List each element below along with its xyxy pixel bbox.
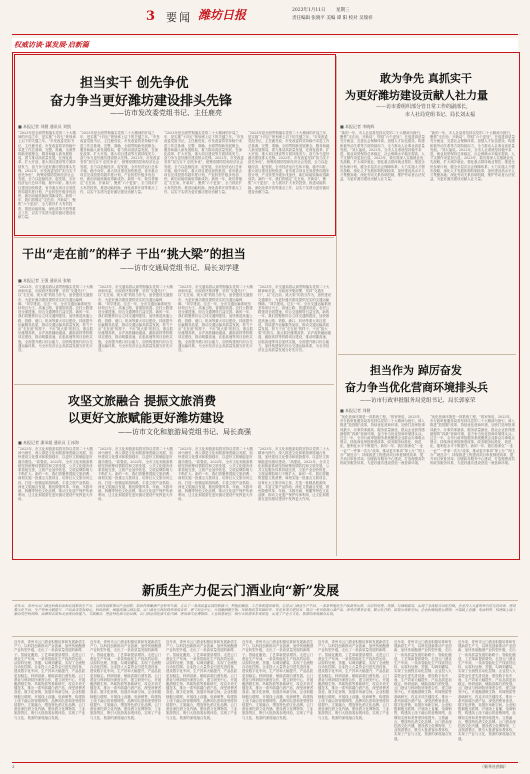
article-5-headline-2: 奋力争当优化营商环境排头兵 <box>345 381 488 394</box>
article-3-body-col-1: “2023年，市交通局将认真贯彻落实党的二十大精神和市委、市政府决策部署，坚持“交通先行”，以“走在前、挑大梁”的担当作为，加快建设交通强市，为更好潍坊建设提供坚实的交通运输保障。”刘学建说。过去一年，全市交通运输系统坚持项目为王，高速公路、普通国省道、农村公路建设全面提速，综合交通网络日益完善。新的一年，我们将聚焦综合立体交通网建设，加快推进高速公路、铁路、港口、机场等重大项目建设，持续提升运输服务品质，推动交通运输高质量发展，努力干出“走在前”的样子、干出“挑大梁”的担当。重点抓好潍烟高铁、京沪高铁辅助通道、潍宿高铁等铁路项目建设，推动明董高速、沾临高速等项目加快实施，全面提升港口综合能力，加快构建现代综合交通运输体系，为全市经济社会高质量发展当好先行官。 <box>18 285 93 353</box>
article-2-body-col-2: “新的一年，市人社局将坚持以党的二十大精神为指引，聚焦“走在前、开新局”，围绕“六个更加”，在促进高质量充分就业、完善社会保障体系、加强人才队伍建设、构建和谐劳动关系等方面持续用力，全力推动人社事业高质量发展。”刘太福说。2022年，全市人社系统坚持稳中求进，就业局势保持总体稳定，社会保障水平稳步提高，人才支撑作用更加凸显。2023年，我们将深入实施就业优先战略，扩大城乡就业，强化重点群体就业帮扶；推进全民参保计划，健全多层次社会保障体系；大力实施人才强市战略，深化人才发展体制机制改革，加快建设高水平人才集聚高地；深化劳动关系协调机制，维护劳动者合法权益，为更好潍坊建设贡献人社力量。 <box>430 131 515 182</box>
article-5-subtitle: ——访市行政审批服务局党组书记、局长郭家荣 <box>360 398 476 404</box>
article-1-byline: ■ 本报记者 刘健 通讯员 刘凯 <box>18 124 71 129</box>
article-4-body-col-2: “2023年，市文化和旅游局将坚持以党的二十大精神为指引，深入推进文化和旅游深度融合发展，加快建设文化强市和旅游强市，以更好文旅赋能更好潍坊建设。”高强说。2022年，全市文化和旅游系统坚持统筹疫情防控和文旅发展，公共文化服务体系持续完善，文旅产业加快恢复，文旅品牌影响力不断扩大。新的一年，我们将聚焦提振文旅消费，谋划实施一批重点文旅项目，培育壮大文旅市场主体，打造一批精品旅游线路，丰富文旅产品供给；深化文旅融合发展，做优做强风筝、年画、木版年画、核雕等特色文化品牌，推动文化遗产保护传承利用，让文化和旅游在更好潍坊建设中发挥更大作用。 <box>98 447 173 502</box>
article-2-headline-2: 为更好潍坊建设贡献人社力量 <box>345 89 488 102</box>
article-4-body-col-4: “2023年，市文化和旅游局将坚持以党的二十大精神为指引，深入推进文化和旅游深度融合发展，加快建设文化强市和旅游强市，以更好文旅赋能更好潍坊建设。”高强说。2022年，全市文化和旅游系统坚持统筹疫情防控和文旅发展，公共文化服务体系持续完善，文旅产业加快恢复，文旅品牌影响力不断扩大。新的一年，我们将聚焦提振文旅消费，谋划实施一批重点文旅项目，培育壮大文旅市场主体，打造一批精品旅游线路，丰富文旅产品供给；深化文旅融合发展，做优做强风筝、年画、木版年画、核雕等特色文化品牌，推动文化遗产保护传承利用，让文化和旅游在更好潍坊建设中发挥更大作用。 <box>258 447 330 502</box>
divider-a6 <box>12 600 518 601</box>
article-5-byline: ■ 本报记者 刘健 <box>340 408 371 413</box>
article-6-body-col-3: 近年来，青州市云门酒业积极培育和发展新质生产力，以科技创新推动产业创新，加快传统酿酒产业转型升级，走出了一条高质量发展的新路子。智能化酿造，工艺革新提质增效。走进云门酒业生产车间，一条条智能化生产线高效运转，从原料处理、蒸馏、勾调到灌装，实现了全流程自动化控制。企业投入大量资金引进先进设备，建设数字化车间，生产效率大幅提升，产品品质更加稳定。科研创新，赋能高端白酒发展。云门酒业与科研院所深度合作，建立研发中心，开展酿酒微生物、风味物质等基础研究，攻克多项关键技术，推出一系列高端白酒产品，深受消费者喜爱。数字化营销，拓展市场新空间。企业积极拥抱互联网，开展线上直播、电商销售，构建线上线下融合的营销网络，品牌知名度和美誉度持续提升。文旅融合，塑造特色酒文化品牌。云门酒业深挖酒文化内涵，建设酒文化博物馆、工业旅游景区，吸引大批游客参观体验，实现了产业与文化、旅游的深度融合发展。 <box>166 640 238 720</box>
article-5-headline-1: 担当作为 踔厉奋发 <box>370 364 462 377</box>
footer-page-label: 3 <box>12 764 15 769</box>
masthead <box>0 0 530 38</box>
article-3-headline: 干出“走在前”的样子 干出“挑大梁”的担当 <box>22 247 246 261</box>
article-3-body-col-3: “2023年，市交通局将认真贯彻落实党的二十大精神和市委、市政府决策部署，坚持“交通先行”，以“走在前、挑大梁”的担当作为，加快建设交通强市，为更好潍坊建设提供坚实的交通运输保障。”刘学建说。过去一年，全市交通运输系统坚持项目为王，高速公路、普通国省道、农村公路建设全面提速，综合交通网络日益完善。新的一年，我们将聚焦综合立体交通网建设，加快推进高速公路、铁路、港口、机场等重大项目建设，持续提升运输服务品质，推动交通运输高质量发展，努力干出“走在前”的样子、干出“挑大梁”的担当。重点抓好潍烟高铁、京沪高铁辅助通道、潍宿高铁等铁路项目建设，推动明董高速、沾临高速等项目加快实施，全面提升港口综合能力，加快构建现代综合交通运输体系，为全市经济社会高质量发展当好先行官。 <box>178 285 253 353</box>
masthead-rule <box>12 34 518 35</box>
article-3-body-col-2: “2023年，市交通局将认真贯彻落实党的二十大精神和市委、市政府决策部署，坚持“交通先行”，以“走在前、挑大梁”的担当作为，加快建设交通强市，为更好潍坊建设提供坚实的交通运输保障。”刘学建说。过去一年，全市交通运输系统坚持项目为王，高速公路、普通国省道、农村公路建设全面提速，综合交通网络日益完善。新的一年，我们将聚焦综合立体交通网建设，加快推进高速公路、铁路、港口、机场等重大项目建设，持续提升运输服务品质，推动交通运输高质量发展，努力干出“走在前”的样子、干出“挑大梁”的担当。重点抓好潍烟高铁、京沪高铁辅助通道、潍宿高铁等铁路项目建设，推动明董高速、沾临高速等项目加快实施，全面提升港口综合能力，加快构建现代综合交通运输体系，为全市经济社会高质量发展当好先行官。 <box>98 285 173 353</box>
article-2-subtitle-2: 市人社局党组书记、局长刘太福 <box>405 112 476 118</box>
article-2-body-col-1: “新的一年，市人社局将坚持以党的二十大精神为指引，聚焦“走在前、开新局”，围绕“六个更加”，在促进高质量充分就业、完善社会保障体系、加强人才队伍建设、构建和谐劳动关系等方面持续用力，全力推动人社事业高质量发展。”刘太福说。2022年，全市人社系统坚持稳中求进，就业局势保持总体稳定，社会保障水平稳步提高，人才支撑作用更加凸显。2023年，我们将深入实施就业优先战略，扩大城乡就业，强化重点群体就业帮扶；推进全民参保计划，健全多层次社会保障体系；大力实施人才强市战略，深化人才发展体制机制改革，加快建设高水平人才集聚高地；深化劳动关系协调机制，维护劳动者合法权益，为更好潍坊建设贡献人社力量。 <box>340 131 425 182</box>
article-5-body-col-2: “优化营商环境是一项系统工程。”郭家荣说，2023年，市行政审批服务局将坚持以党的二十大精神为指引，深入推进“放管服”改革，持续优化营商环境，加快打造审批事项最少、办事效率最高、服务质量最优、群众企业获得感最强的“四最”营商环境，奋力争当优化营商环境排头兵。过去一年，全市行政审批服务系统聚焦企业群众办事难点堵点，持续深化审批制度改革，政务服务标准化、规范化、便利化水平不断提升。新的一年，我们将深化“一业一证”“一件事一次办”改革，推动更多事项“掌上办”“网上办”“就近办”；持续推进工程建设项目审批制度改革，提升项目审批效率；加强政务服务中心建设，打造便捷高效的政务服务体系，为更好潍坊建设营造一流营商环境。 <box>430 415 515 466</box>
article-1-body-col-4: “2023年是全面贯彻落实党的二十大精神的开局之年，是实施“十四五”规划承上启下的关键之年。”市发改委党组书记、主任鹿亮说，市发改委将坚持稳中求进工作总基调，完整、准确、全面贯彻新发展理念，服务和融入新发展格局，着力推动高质量发展，在深化改革、扩大开放、重大项目建设等方面持续发力，奋力争当更好潍坊建设排头先锋。2022年，市发改委坚持“担当实干 创先争优”，统筹疫情防控和经济社会发展，全力以赴稳经济、促发展，全市经济运行总体平稳、稳中向好。重大项目建设加快推进，省市重点项目完成投资均超年度计划，产业转型升级步伐加快，新旧动能转换取得新成效。新的一年，我们将锚定“走在前、开新局”，聚焦“六个更加”，全力抓好扩大有效投资、推进动能转换、深化改革开放等重点工作，以实干实绩为更好潍坊建设贡献力量。 <box>248 131 330 194</box>
article-6-body-col-6: 近年来，青州市云门酒业积极培育和发展新质生产力，以科技创新推动产业创新，加快传统酿酒产业转型升级，走出了一条高质量发展的新路子。智能化酿造，工艺革新提质增效。走进云门酒业生产车间，一条条智能化生产线高效运转，从原料处理、蒸馏、勾调到灌装，实现了全流程自动化控制。企业投入大量资金引进先进设备，建设数字化车间，生产效率大幅提升，产品品质更加稳定。科研创新，赋能高端白酒发展。云门酒业与科研院所深度合作，建立研发中心，开展酿酒微生物、风味物质等基础研究，攻克多项关键技术，推出一系列高端白酒产品，深受消费者喜爱。数字化营销，拓展市场新空间。企业积极拥抱互联网，开展线上直播、电商销售，构建线上线下融合的营销网络，品牌知名度和美誉度持续提升。文旅融合，塑造特色酒文化品牌。云门酒业深挖酒文化内涵，建设酒文化博物馆、工业旅游景区，吸引大批游客参观体验，实现了产业与文化、旅游的深度融合发展。 <box>394 640 452 741</box>
issue-weekday: 星期三 <box>336 8 350 13</box>
article-4-byline: ■ 本报记者 潘承超 通讯员 王冰海 <box>18 440 79 445</box>
article-2-byline: ■ 本报记者 李晓辉 <box>340 124 375 129</box>
footer-note: （新华社供稿） <box>480 764 508 769</box>
article-6-headline: 新质生产力促云门酒业向“新”发展 <box>142 584 339 599</box>
article-4-body-col-3: “2023年，市文化和旅游局将坚持以党的二十大精神为指引，深入推进文化和旅游深度融合发展，加快建设文化强市和旅游强市，以更好文旅赋能更好潍坊建设。”高强说。2022年，全市文化和旅游系统坚持统筹疫情防控和文旅发展，公共文化服务体系持续完善，文旅产业加快恢复，文旅品牌影响力不断扩大。新的一年，我们将聚焦提振文旅消费，谋划实施一批重点文旅项目，培育壮大文旅市场主体，打造一批精品旅游线路，丰富文旅产品供给；深化文旅融合发展，做优做强风筝、年画、木版年画、核雕等特色文化品牌，推动文化遗产保护传承利用，让文化和旅游在更好潍坊建设中发挥更大作用。 <box>178 447 253 502</box>
article-1-body-col-1: “2023年是全面贯彻落实党的二十大精神的开局之年，是实施“十四五”规划承上启下的关键之年。”市发改委党组书记、主任鹿亮说，市发改委将坚持稳中求进工作总基调，完整、准确、全面贯彻新发展理念，服务和融入新发展格局，着力推动高质量发展，在深化改革、扩大开放、重大项目建设等方面持续发力，奋力争当更好潍坊建设排头先锋。2022年，市发改委坚持“担当实干 创先争优”，统筹疫情防控和经济社会发展，全力以赴稳经济、促发展，全市经济运行总体平稳、稳中向好。重大项目建设加快推进，省市重点项目完成投资均超年度计划，产业转型升级步伐加快，新旧动能转换取得新成效。新的一年，我们将锚定“走在前、开新局”，聚焦“六个更加”，全力抓好扩大有效投资、推进动能转换、深化改革开放等重点工作，以实干实绩为更好潍坊建设贡献力量。 <box>18 131 76 220</box>
editor-credits: 责任编辑 张晓平 美编 谭 阳 校对 吴瑞祥 <box>292 16 373 21</box>
article-1-headline-2: 奋力争当更好潍坊建设排头先锋 <box>50 94 233 109</box>
article-5-body-col-1: “优化营商环境是一项系统工程。”郭家荣说，2023年，市行政审批服务局将坚持以党的二十大精神为指引，深入推进“放管服”改革，持续优化营商环境，加快打造审批事项最少、办事效率最高、服务质量最优、群众企业获得感最强的“四最”营商环境，奋力争当优化营商环境排头兵。过去一年，全市行政审批服务系统聚焦企业群众办事难点堵点，持续深化审批制度改革，政务服务标准化、规范化、便利化水平不断提升。新的一年，我们将深化“一业一证”“一件事一次办”改革，推动更多事项“掌上办”“网上办”“就近办”；持续推进工程建设项目审批制度改革，提升项目审批效率；加强政务服务中心建设，打造便捷高效的政务服务体系，为更好潍坊建设营造一流营商环境。 <box>340 415 425 466</box>
article-6-body-col-2: 近年来，青州市云门酒业积极培育和发展新质生产力，以科技创新推动产业创新，加快传统酿酒产业转型升级，走出了一条高质量发展的新路子。智能化酿造，工艺革新提质增效。走进云门酒业生产车间，一条条智能化生产线高效运转，从原料处理、蒸馏、勾调到灌装，实现了全流程自动化控制。企业投入大量资金引进先进设备，建设数字化车间，生产效率大幅提升，产品品质更加稳定。科研创新，赋能高端白酒发展。云门酒业与科研院所深度合作，建立研发中心，开展酿酒微生物、风味物质等基础研究，攻克多项关键技术，推出一系列高端白酒产品，深受消费者喜爱。数字化营销，拓展市场新空间。企业积极拥抱互联网，开展线上直播、电商销售，构建线上线下融合的营销网络，品牌知名度和美誉度持续提升。文旅融合，塑造特色酒文化品牌。云门酒业深挖酒文化内涵，建设酒文化博物馆、工业旅游景区，吸引大批游客参观体验，实现了产业与文化、旅游的深度融合发展。 <box>90 640 162 720</box>
divider-a2-a5 <box>338 354 516 355</box>
article-1-subtitle: ——访市发改委党组书记、主任鹿亮 <box>110 109 222 117</box>
newspaper-logo: 潍坊日报 <box>198 8 247 22</box>
article-4-headline-1: 攻坚文旅融合 提振文旅消费 <box>68 394 217 408</box>
section-title: 要闻 <box>166 11 192 24</box>
special-banner-label: 权威访谈·谋发展·启新篇 <box>14 40 89 49</box>
column-divider <box>336 56 337 556</box>
article-4-body-col-1: “2023年，市文化和旅游局将坚持以党的二十大精神为指引，深入推进文化和旅游深度融合发展，加快建设文化强市和旅游强市，以更好文旅赋能更好潍坊建设。”高强说。2022年，全市文化和旅游系统坚持统筹疫情防控和文旅发展，公共文化服务体系持续完善，文旅产业加快恢复，文旅品牌影响力不断扩大。新的一年，我们将聚焦提振文旅消费，谋划实施一批重点文旅项目，培育壮大文旅市场主体，打造一批精品旅游线路，丰富文旅产品供给；深化文旅融合发展，做优做强风筝、年画、木版年画、核雕等特色文化品牌，推动文化遗产保护传承利用，让文化和旅游在更好潍坊建设中发挥更大作用。 <box>18 447 93 502</box>
article-6-body-col-1: 近年来，青州市云门酒业积极培育和发展新质生产力，以科技创新推动产业创新，加快传统酿酒产业转型升级，走出了一条高质量发展的新路子。智能化酿造，工艺革新提质增效。走进云门酒业生产车间，一条条智能化生产线高效运转，从原料处理、蒸馏、勾调到灌装，实现了全流程自动化控制。企业投入大量资金引进先进设备，建设数字化车间，生产效率大幅提升，产品品质更加稳定。科研创新，赋能高端白酒发展。云门酒业与科研院所深度合作，建立研发中心，开展酿酒微生物、风味物质等基础研究，攻克多项关键技术，推出一系列高端白酒产品，深受消费者喜爱。数字化营销，拓展市场新空间。企业积极拥抱互联网，开展线上直播、电商销售，构建线上线下融合的营销网络，品牌知名度和美誉度持续提升。文旅融合，塑造特色酒文化品牌。云门酒业深挖酒文化内涵，建设酒文化博物馆、工业旅游景区，吸引大批游客参观体验，实现了产业与文化、旅游的深度融合发展。 <box>14 640 86 720</box>
article-1-headline-1: 担当实干 创先争优 <box>80 76 189 91</box>
article-3-byline: ■ 本报记者 王强 通讯员 张敏 <box>18 278 71 283</box>
article-3-body-col-4: “2023年，市交通局将认真贯彻落实党的二十大精神和市委、市政府决策部署，坚持“交通先行”，以“走在前、挑大梁”的担当作为，加快建设交通强市，为更好潍坊建设提供坚实的交通运输保障。”刘学建说。过去一年，全市交通运输系统坚持项目为王，高速公路、普通国省道、农村公路建设全面提速，综合交通网络日益完善。新的一年，我们将聚焦综合立体交通网建设，加快推进高速公路、铁路、港口、机场等重大项目建设，持续提升运输服务品质，推动交通运输高质量发展，努力干出“走在前”的样子、干出“挑大梁”的担当。重点抓好潍烟高铁、京沪高铁辅助通道、潍宿高铁等铁路项目建设，推动明董高速、沾临高速等项目加快实施，全面提升港口综合能力，加快构建现代综合交通运输体系，为全市经济社会高质量发展当好先行官。 <box>258 285 332 353</box>
article-6-body-col-4: 近年来，青州市云门酒业积极培育和发展新质生产力，以科技创新推动产业创新，加快传统酿酒产业转型升级，走出了一条高质量发展的新路子。智能化酿造，工艺革新提质增效。走进云门酒业生产车间，一条条智能化生产线高效运转，从原料处理、蒸馏、勾调到灌装，实现了全流程自动化控制。企业投入大量资金引进先进设备，建设数字化车间，生产效率大幅提升，产品品质更加稳定。科研创新，赋能高端白酒发展。云门酒业与科研院所深度合作，建立研发中心，开展酿酒微生物、风味物质等基础研究，攻克多项关键技术，推出一系列高端白酒产品，深受消费者喜爱。数字化营销，拓展市场新空间。企业积极拥抱互联网，开展线上直播、电商销售，构建线上线下融合的营销网络，品牌知名度和美誉度持续提升。文旅融合，塑造特色酒文化品牌。云门酒业深挖酒文化内涵，建设酒文化博物馆、工业旅游景区，吸引大批游客参观体验，实现了产业与文化、旅游的深度融合发展。 <box>242 640 314 720</box>
article-1-body-col-3: “2023年是全面贯彻落实党的二十大精神的开局之年，是实施“十四五”规划承上启下的关键之年。”市发改委党组书记、主任鹿亮说，市发改委将坚持稳中求进工作总基调，完整、准确、全面贯彻新发展理念，服务和融入新发展格局，着力推动高质量发展，在深化改革、扩大开放、重大项目建设等方面持续发力，奋力争当更好潍坊建设排头先锋。2022年，市发改委坚持“担当实干 创先争优”，统筹疫情防控和经济社会发展，全力以赴稳经济、促发展，全市经济运行总体平稳、稳中向好。重大项目建设加快推进，省市重点项目完成投资均超年度计划，产业转型升级步伐加快，新旧动能转换取得新成效。新的一年，我们将锚定“走在前、开新局”，聚焦“六个更加”，全力抓好扩大有效投资、推进动能转换、深化改革开放等重点工作，以实干实绩为更好潍坊建设贡献力量。 <box>164 131 244 194</box>
article-6-body-col-7: 近年来，青州市云门酒业积极培育和发展新质生产力，以科技创新推动产业创新，加快传统酿酒产业转型升级，走出了一条高质量发展的新路子。智能化酿造，工艺革新提质增效。走进云门酒业生产车间，一条条智能化生产线高效运转，从原料处理、蒸馏、勾调到灌装，实现了全流程自动化控制。企业投入大量资金引进先进设备，建设数字化车间，生产效率大幅提升，产品品质更加稳定。科研创新，赋能高端白酒发展。云门酒业与科研院所深度合作，建立研发中心，开展酿酒微生物、风味物质等基础研究，攻克多项关键技术，推出一系列高端白酒产品，深受消费者喜爱。数字化营销，拓展市场新空间。企业积极拥抱互联网，开展线上直播、电商销售，构建线上线下融合的营销网络，品牌知名度和美誉度持续提升。文旅融合，塑造特色酒文化品牌。云门酒业深挖酒文化内涵，建设酒文化博物馆、工业旅游景区，吸引大批游客参观体验，实现了产业与文化、旅游的深度融合发展。 <box>458 640 516 741</box>
divider-a3-a4 <box>14 384 334 385</box>
article-6-intro: 近年来，青州市云门酒业积极培育和发展新质生产力，以科技创新推动产业创新，加快传统酿酒产业转型升级，走出了一条高质量发展的新路子。智能化酿造，工艺革新提质增效。走进云门酒业生产车间，一条条智能化生产线高效运转，从原料处理、蒸馏、勾调到灌装，实现了全流程自动化控制。企业投入大量资金引进先进设备，建设数字化车间，生产效率大幅提升，产品品质更加稳定。科研创新，赋能高端白酒发展。云门酒业与科研院所深度合作，建立研发中心，开展酿酒微生物、风味物质等基础研究，攻克多项关键技术，推出一系列高端白酒产品，深受消费者喜爱。数字化营销，拓展市场新空间。企业积极拥抱互联网，开展线上直播、电商销售，构建线上线下融合的营销网络，品牌知名度和美誉度持续提升。文旅融合，塑造特色酒文化品牌。云门酒业深挖酒文化内涵，建设酒文化博物馆、工业旅游景区，吸引大批游客参观体验，实现了产业与文化、旅游的深度融合发展。 <box>14 604 516 617</box>
article-3-subtitle: ——访市交通局党组书记、局长刘学建 <box>120 264 239 272</box>
article-6-body-col-5: 近年来，青州市云门酒业积极培育和发展新质生产力，以科技创新推动产业创新，加快传统酿酒产业转型升级，走出了一条高质量发展的新路子。智能化酿造，工艺革新提质增效。走进云门酒业生产车间，一条条智能化生产线高效运转，从原料处理、蒸馏、勾调到灌装，实现了全流程自动化控制。企业投入大量资金引进先进设备，建设数字化车间，生产效率大幅提升，产品品质更加稳定。科研创新，赋能高端白酒发展。云门酒业与科研院所深度合作，建立研发中心，开展酿酒微生物、风味物质等基础研究，攻克多项关键技术，推出一系列高端白酒产品，深受消费者喜爱。数字化营销，拓展市场新空间。企业积极拥抱互联网，开展线上直播、电商销售，构建线上线下融合的营销网络，品牌知名度和美誉度持续提升。文旅融合，塑造特色酒文化品牌。云门酒业深挖酒文化内涵，建设酒文化博物馆、工业旅游景区，吸引大批游客参观体验，实现了产业与文化、旅游的深度融合发展。 <box>318 640 390 720</box>
divider-a1-a3 <box>14 237 334 238</box>
page-number: 3 <box>146 9 156 24</box>
article-2-headline-1: 敢为争先 真抓实干 <box>380 72 472 85</box>
footer-rule <box>12 762 518 763</box>
article-4-subtitle: ——访市文化和旅游局党组书记、局长高强 <box>118 428 251 436</box>
article-1-body-col-2: “2023年是全面贯彻落实党的二十大精神的开局之年，是实施“十四五”规划承上启下的关键之年。”市发改委党组书记、主任鹿亮说，市发改委将坚持稳中求进工作总基调，完整、准确、全面贯彻新发展理念，服务和融入新发展格局，着力推动高质量发展，在深化改革、扩大开放、重大项目建设等方面持续发力，奋力争当更好潍坊建设排头先锋。2022年，市发改委坚持“担当实干 创先争优”，统筹疫情防控和经济社会发展，全力以赴稳经济、促发展，全市经济运行总体平稳、稳中向好。重大项目建设加快推进，省市重点项目完成投资均超年度计划，产业转型升级步伐加快，新旧动能转换取得新成效。新的一年，我们将锚定“走在前、开新局”，聚焦“六个更加”，全力抓好扩大有效投资、推进动能转换、深化改革开放等重点工作，以实干实绩为更好潍坊建设贡献力量。 <box>80 131 160 194</box>
article-4-headline-2: 以更好文旅赋能更好潍坊建设 <box>68 411 225 425</box>
divider-a6-intro <box>12 636 518 637</box>
issue-date: 2023年1月11日 <box>292 8 326 13</box>
article-2-subtitle-1: ——访市委组织部分管日常工作的副部长， <box>376 104 472 110</box>
